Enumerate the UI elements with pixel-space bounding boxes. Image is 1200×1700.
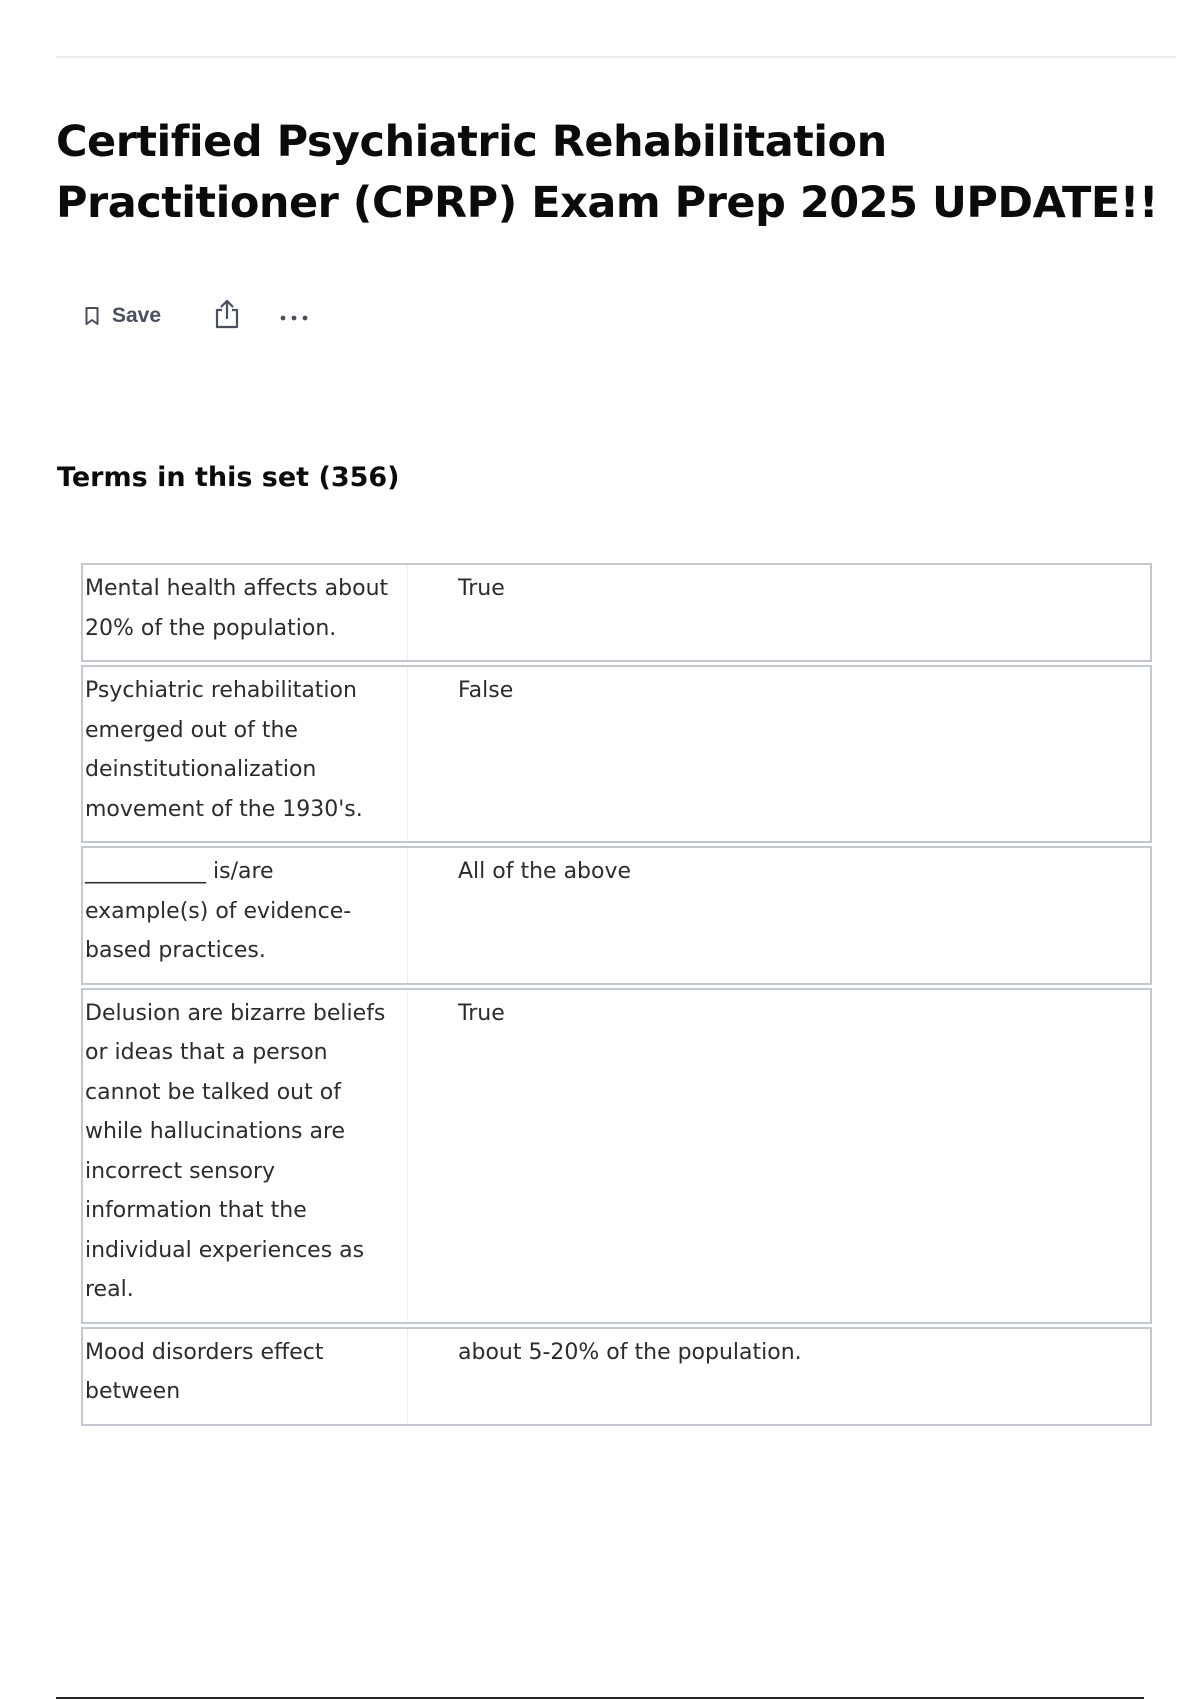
save-label: Save bbox=[112, 304, 162, 327]
more-icon bbox=[279, 307, 309, 326]
definition-text: False bbox=[408, 666, 1152, 842]
definition-text: True bbox=[408, 989, 1152, 1323]
term-row bbox=[82, 666, 1151, 842]
action-bar bbox=[84, 296, 309, 336]
more-options-button[interactable] bbox=[279, 307, 309, 326]
bookmark-icon bbox=[84, 306, 100, 326]
share-icon bbox=[213, 299, 241, 333]
term-row bbox=[82, 989, 1151, 1323]
term-text: Delusion are bizarre beliefs or ideas that a person cannot be talked out of while hallucinations are incorrect sensory information that the individual experiences as real. bbox=[82, 989, 408, 1323]
page-title: Certified Psychiatric Rehabilitation Practitioner (CPRP) Exam Prep 2025 UPDATE!! bbox=[56, 117, 1158, 228]
bottom-divider bbox=[56, 1697, 1144, 1699]
terms-table bbox=[81, 563, 1152, 1426]
term-text: Psychiatric rehabilitation emerged out of the deinstitutionalization movement of the 1930's. bbox=[82, 666, 408, 842]
term-text: ___________ is/are example(s) of evidence-based practices. bbox=[82, 847, 408, 984]
share-button[interactable] bbox=[213, 299, 241, 333]
definition-text: All of the above bbox=[408, 847, 1152, 984]
term-row bbox=[82, 847, 1151, 984]
term-text: Mental health affects about 20% of the population. bbox=[82, 564, 408, 661]
top-divider bbox=[56, 56, 1176, 58]
term-row bbox=[82, 1328, 1151, 1425]
term-row bbox=[82, 564, 1151, 661]
term-text: Mood disorders effect between bbox=[82, 1328, 408, 1425]
save-button[interactable] bbox=[84, 304, 161, 328]
terms-heading: Terms in this set (356) bbox=[57, 462, 400, 493]
definition-text: about 5-20% of the population. bbox=[408, 1328, 1152, 1425]
definition-text: True bbox=[408, 564, 1152, 661]
